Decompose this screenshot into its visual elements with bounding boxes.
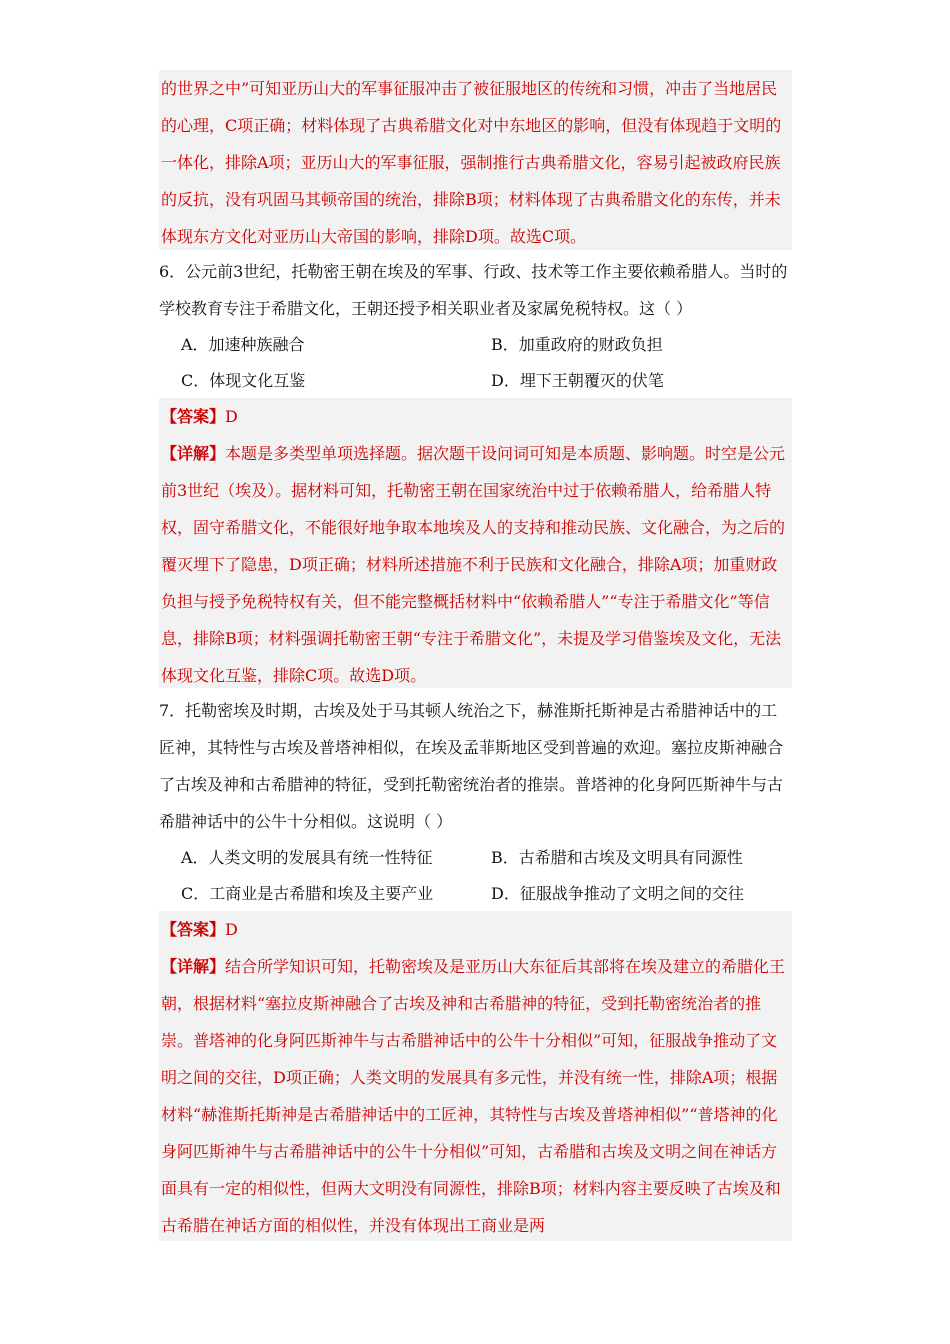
q7-detail-line (161, 948, 790, 1244)
q6-answer-value: D (225, 407, 238, 426)
question-7-options (181, 840, 781, 912)
question-7-stem (159, 692, 792, 840)
q7-option-d: D．征服战争推动了文明之间的交往 (491, 884, 744, 903)
q7-answer-value: D (225, 920, 238, 939)
question-6-stem (159, 253, 792, 327)
q6-detail-tag: 【详解】 (161, 444, 226, 463)
q6-answer-tag: 【答案】 (161, 407, 226, 426)
q7-answer-block (159, 911, 792, 1241)
q7-detail-text: 结合所学知识可知，托勒密埃及是亚历山大东征后其部将在埃及建立的希腊化王朝，根据材料“塞拉皮斯神融合了古埃及神和古希腊神的特征，受到托勒密统治者的推崇。普塔神的化身阿匹斯神牛与古希腊神话中的公牛十分相似”可知，征服战争推动了文明之间的交往，D项正确；人类文明的发展具有多元性，并没有统一性，排除A项；根据材料“赫淮斯托斯神是古希腊神话中的工匠神，其特性与古埃及普塔神相似”“普塔神的化身阿匹斯神牛与古希腊神话中的公牛十分相似”可知，古希腊和古埃及文明之间在神话方面具有一定的相似性，但两大文明没有同源性，排除B项；材料内容主要反映了古埃及和古希腊在神话方面的相似性，并没有体现出工商业是两 (161, 957, 786, 1235)
q7-option-c: C．工商业是古希腊和埃及主要产业 (181, 884, 434, 903)
question-6-options (181, 327, 781, 399)
q7-answer-line (161, 911, 790, 948)
q6-option-a: A．加速种族融合 (181, 335, 305, 354)
q7-answer-tag: 【答案】 (161, 920, 226, 939)
q7-detail-tag: 【详解】 (161, 957, 226, 976)
question-7-text: 7．托勒密埃及时期，古埃及处于马其顿人统治之下，赫淮斯托斯神是古希腊神话中的工匠神，其特性与古埃及普塔神相似，在埃及孟菲斯地区受到普遍的欢迎。塞拉皮斯神融合了古埃及神和古希腊神的特征，受到托勒密统治者的推崇。普塔神的化身阿匹斯神牛与古希腊神话中的公牛十分相似。这说明（ ） (159, 701, 784, 831)
q6-detail-text: 本题是多类型单项选择题。据次题干设问词可知是本质题、影响题。时空是公元前3世纪（埃及）。据材料可知，托勒密王朝在国家统治中过于依赖希腊人，给希腊人特权，固守希腊文化，不能很好地争取本地埃及人的支持和推动民族、文化融合，为之后的覆灭埋下了隐患，D项正确；材料所述措施不利于民族和文化融合，排除A项；加重财政负担与授予免税特权有关，但不能完整概括材料中“依赖希腊人”“专注于希腊文化”等信息，排除B项；材料强调托勒密王朝“专注于希腊文化”，未提及学习借鉴埃及文化，无法体现文化互鉴，排除C项。故选D项。 (161, 444, 786, 685)
prev-detail-block (159, 70, 792, 250)
question-6-text: 6．公元前3世纪，托勒密王朝在埃及的军事、行政、技术等工作主要依赖希腊人。当时的学校教育专注于希腊文化，王朝还授予相关职业者及家属免税特权。这（ ） (159, 262, 788, 318)
q6-answer-block (159, 398, 792, 688)
q7-option-a: A．人类文明的发展具有统一性特征 (181, 848, 433, 867)
prev-detail-text: 的世界之中”可知亚历山大的军事征服冲击了被征服地区的传统和习惯，冲击了当地居民的心理，C项正确；材料体现了古典希腊文化对中东地区的影响，但没有体现趋于文明的一体化，排除A项；亚历山大的军事征服，强制推行古典希腊文化，容易引起被政府民族的反抗，没有巩固马其顿帝国的统治，排除B项；材料体现了古典希腊文化的东传，并未体现东方文化对亚历山大帝国的影响，排除D项。故选C项。 (161, 79, 782, 246)
q6-detail-line (161, 435, 790, 694)
q6-answer-line (161, 398, 790, 435)
q6-option-d: D．埋下王朝覆灭的伏笔 (491, 371, 664, 390)
q6-option-c: C．体现文化互鉴 (181, 371, 306, 390)
q7-option-b: B．古希腊和古埃及文明具有同源性 (491, 848, 743, 867)
q6-option-b: B．加重政府的财政负担 (491, 335, 663, 354)
